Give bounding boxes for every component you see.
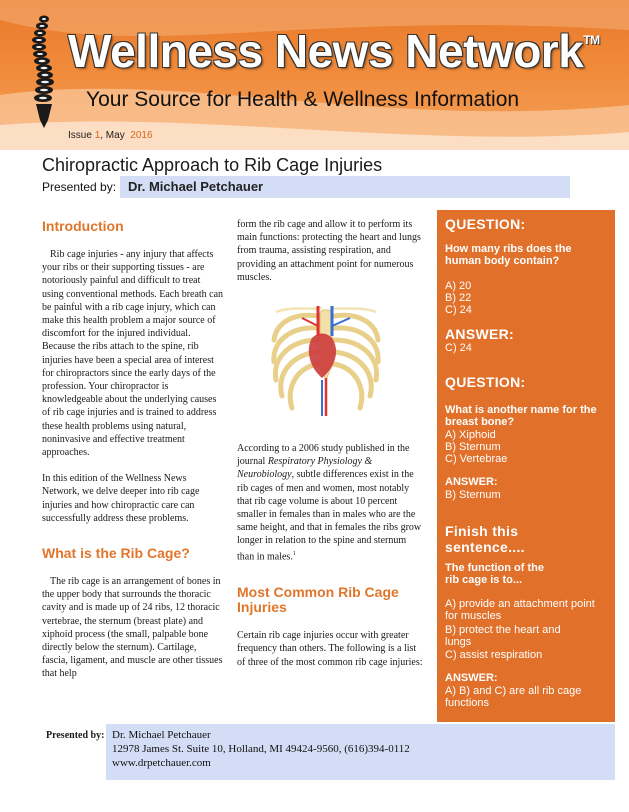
study-paragraph [237, 442, 425, 563]
question-2-heading: QUESTION: [445, 374, 526, 390]
masthead-banner [0, 0, 629, 150]
newsletter-title [68, 25, 600, 77]
question-1-heading: QUESTION: [445, 216, 526, 232]
article-title: Chiropractic Approach to Rib Cage Injuries [42, 155, 383, 175]
issue-number: 1 [94, 130, 101, 141]
issue-label: Issue [68, 130, 92, 141]
quiz-sidebar [437, 210, 615, 722]
newsletter-tagline: Your Source for Health & Wellness Information [86, 88, 520, 111]
issue-info [68, 130, 153, 141]
column-middle-lower [237, 442, 425, 669]
answer-1-heading: ANSWER: [445, 326, 514, 342]
common-injuries-paragraph: Certain rib cage injuries occur with greater frequency than others. The following is a list of three of the most common rib cage injuries: [237, 630, 423, 668]
question-3-text: The function of the rib cage is to... [445, 562, 544, 586]
study-text-a: According to a 2006 study published in the journal [237, 443, 410, 468]
question-3-option-a: A) provide an attachment point for muscles [445, 598, 595, 622]
answer-2-heading: ANSWER: [445, 476, 498, 488]
spine-logo-icon [24, 14, 64, 132]
question-3-option-c: C) assist respiration [445, 649, 543, 661]
answer-3-heading: ANSWER: [445, 672, 498, 684]
common-injuries-heading: Most Common Rib Cage Injuries [237, 584, 399, 616]
footer-website[interactable]: www.drpetchauer.com [112, 757, 211, 769]
study-reference: 1 [292, 550, 296, 557]
ribcage-heading: What is the Rib Cage? [42, 545, 190, 562]
column-middle [237, 218, 425, 284]
answer-3-text: A) B) and C) are all rib cage functions [445, 685, 582, 709]
presented-by-label: Presented by: [42, 180, 117, 194]
trademark: TM [583, 33, 600, 47]
footer-name: Dr. Michael Petchauer [112, 729, 211, 741]
footer-address: 12978 James St. Suite 10, Holland, MI 49424-9560, (616)394-0112 [112, 743, 410, 755]
question-1-option-b: B) 22 [445, 292, 472, 304]
question-1-text: How many ribs does the human body contain? [445, 243, 572, 267]
question-3-option-b: B) protect the heart and lungs [445, 624, 561, 648]
question-2-text: What is another name for the breast bone? [445, 404, 597, 428]
question-2-option-b: B) Sternum [445, 441, 501, 453]
issue-year: 2016 [130, 130, 153, 141]
study-text-b: , subtle differences exist in the rib cages of men and women, most notably that rib cage volume is about 10 percent smaller in females than in males who are the same height, and that in females the ribs grow longer in relation to the spine and sternum than in males. [237, 469, 422, 562]
issue-month: , May [100, 130, 125, 141]
newsletter-title-text: Wellness News Network [68, 25, 584, 77]
presenter-name: Dr. Michael Petchauer [128, 179, 264, 194]
footer-presented-by-label: Presented by: [46, 730, 105, 741]
intro-paragraph-2: In this edition of the Wellness News Network, we delve deeper into rib cage injuries and how chiropractic care can successfully address these problems. [42, 473, 200, 524]
intro-heading: Introduction [42, 218, 124, 234]
question-2-option-c: C) Vertebrae [445, 453, 508, 465]
question-1-option-c: C) 24 [445, 304, 472, 316]
question-1-option-a: A) 20 [445, 280, 472, 292]
answer-2-text: B) Sternum [445, 489, 501, 501]
study-journal: Respiratory Physiology & Neurobiology [237, 456, 373, 481]
ribcage-paragraph-continued: form the rib cage and allow it to perform its main functions: protecting the heart and lungs from trauma, assisting respiration, and providing an attachment point for numerous muscles. [237, 219, 421, 283]
question-3-heading: Finish this sentence.... [445, 523, 525, 555]
ribcage-paragraph: The rib cage is an arrangement of bones in the upper body that surrounds the thoracic cavity and is made up of 24 ribs, 12 thoracic vertebrae, the sternum (breast plate) and xiphoid process (the small, palpable bone directly below the sternum). Cartilage, fascia, ligament, and muscle are other tissues that help [42, 576, 223, 680]
answer-1-text: C) 24 [445, 342, 472, 354]
column-left [42, 218, 224, 681]
question-2-option-a: A) Xiphoid [445, 429, 496, 441]
rib-cage-illustration [262, 296, 390, 424]
intro-paragraph: Rib cage injuries - any injury that affects your ribs or their supporting tissues - are notoriously painful and difficult to treat using conventional methods. Each breath can be painful with a rib cage injury, which can make this health problem a major source of discomfort for the injured individual. Because the ribs attach to the spine, rib injuries have been a special area of interest for chiropractors since the early days of the profession. Your chiropractor is knowledgeable about the underlying causes of rib cage injuries and is trained to address these health problems using natural, noninvasive and effective treatment approaches. [42, 249, 224, 459]
